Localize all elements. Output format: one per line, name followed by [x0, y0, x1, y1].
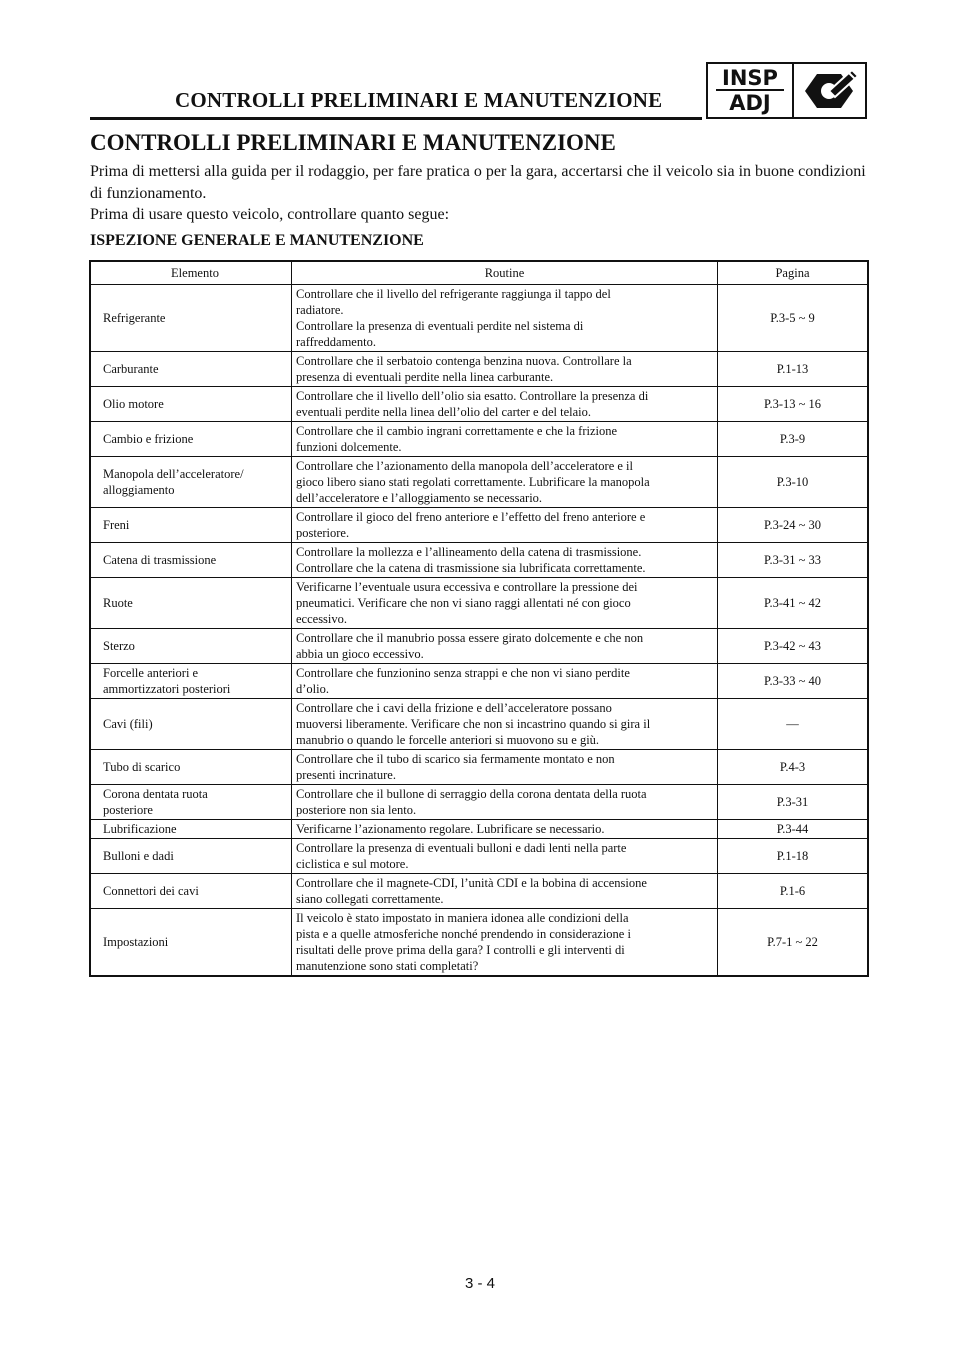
section-title: ISPEZIONE GENERALE E MANUTENZIONE: [90, 232, 424, 249]
table-row: [90, 909, 868, 977]
cell-elemento: Corona dentata ruota posteriore: [90, 785, 292, 820]
cell-elemento: Lubrificazione: [90, 820, 292, 839]
column-header-pagina: Pagina: [718, 261, 869, 285]
intro-paragraph: Prima di usare questo veicolo, controllare quanto segue:: [90, 206, 450, 223]
cell-pagina: P.4-3: [718, 750, 869, 785]
table-row: [90, 785, 868, 820]
cell-pagina: P.1-13: [718, 352, 869, 387]
cell-routine: Controllare il gioco del freno anteriore e l’effetto del freno anteriore e posteriore.: [292, 508, 718, 543]
cell-pagina: —: [718, 699, 869, 750]
intro-text: [90, 161, 870, 226]
table-row: [90, 629, 868, 664]
cell-elemento: Forcelle anteriori e ammortizzatori posteriori: [90, 664, 292, 699]
cell-pagina: P.3-24 ~ 30: [718, 508, 869, 543]
table-row: [90, 422, 868, 457]
cell-pagina: P.1-18: [718, 839, 869, 874]
cell-pagina: P.3-13 ~ 16: [718, 387, 869, 422]
cell-pagina: P.7-1 ~ 22: [718, 909, 869, 977]
cell-elemento: Refrigerante: [90, 285, 292, 352]
cell-elemento: Manopola dell’acceleratore/ alloggiamento: [90, 457, 292, 508]
table-row: [90, 285, 868, 352]
cell-elemento: Cavi (fili): [90, 699, 292, 750]
cell-routine: Verificarne l’azionamento regolare. Lubrificare se necessario.: [292, 820, 718, 839]
table-row: [90, 508, 868, 543]
cell-elemento: Olio motore: [90, 387, 292, 422]
wrench-icon: [794, 64, 865, 117]
cell-pagina: P.3-42 ~ 43: [718, 629, 869, 664]
cell-routine: Controllare che i cavi della frizione e dell’acceleratore possano muoversi liberamente. Verificare che non si incastrino quando si gira il manubrio o quando le forcelle anteriori si muovono su e giù.: [292, 699, 718, 750]
cell-routine: Controllare che il tubo di scarico sia fermamente montato e non presenti incrinature.: [292, 750, 718, 785]
cell-elemento: Cambio e frizione: [90, 422, 292, 457]
badge-top-label: INSP: [716, 67, 784, 91]
table-body: [90, 285, 868, 977]
table-row: [90, 750, 868, 785]
cell-elemento: Bulloni e dadi: [90, 839, 292, 874]
table-row: [90, 387, 868, 422]
table-row: [90, 699, 868, 750]
cell-routine: Controllare che il livello dell’olio sia esatto. Controllare la presenza di eventuali perdite nella linea dell’olio del carter e del telaio.: [292, 387, 718, 422]
cell-routine: Controllare che l’azionamento della manopola dell’acceleratore e il gioco libero siano stati regolati correttamente. Lubrificare la manopola dell’acceleratore e l’alloggiamento se necessario.: [292, 457, 718, 508]
cell-pagina: P.3-33 ~ 40: [718, 664, 869, 699]
inspection-table: [89, 260, 869, 977]
intro-paragraph: Prima di mettersi alla guida per il rodaggio, per fare pratica o per la gara, accertarsi che il veicolo sia in buone condizioni di funzionamento.: [90, 163, 866, 202]
cell-routine: Controllare che il bullone di serraggio della corona dentata della ruota posteriore non sia lento.: [292, 785, 718, 820]
cell-pagina: P.3-41 ~ 42: [718, 578, 869, 629]
table-row: [90, 664, 868, 699]
cell-pagina: P.3-31: [718, 785, 869, 820]
cell-elemento: Ruote: [90, 578, 292, 629]
cell-pagina: P.3-9: [718, 422, 869, 457]
cell-elemento: Tubo di scarico: [90, 750, 292, 785]
cell-elemento: Sterzo: [90, 629, 292, 664]
badge-bottom-label: ADJ: [729, 90, 771, 115]
cell-pagina: P.3-10: [718, 457, 869, 508]
cell-elemento: Freni: [90, 508, 292, 543]
cell-routine: Il veicolo è stato impostato in maniera idonea alle condizioni della pista e a quelle atmosferiche nonché prendendo in considerazione i risultati delle prove prima della gara? I controlli e gli interventi di manutenzione sono stati completati?: [292, 909, 718, 977]
table-row: [90, 578, 868, 629]
cell-routine: Controllare che funzionino senza strappi e che non vi siano perdite d’olio.: [292, 664, 718, 699]
column-header-elemento: Elemento: [90, 261, 292, 285]
column-header-routine: Routine: [292, 261, 718, 285]
header-rule: [90, 117, 702, 120]
table-row: [90, 874, 868, 909]
table-row: [90, 543, 868, 578]
cell-routine: Controllare che il cambio ingrani correttamente e che la frizione funzioni dolcemente.: [292, 422, 718, 457]
page-number: 3 - 4: [464, 1275, 495, 1292]
cell-elemento: Connettori dei cavi: [90, 874, 292, 909]
cell-elemento: Catena di trasmissione: [90, 543, 292, 578]
cell-routine: Controllare la mollezza e l’allineamento della catena di trasmissione. Controllare che la catena di trasmissione sia lubrificata correttamente.: [292, 543, 718, 578]
cell-pagina: P.1-6: [718, 874, 869, 909]
cell-routine: Controllare che il serbatoio contenga benzina nuova. Controllare la presenza di eventuali perdite nella linea carburante.: [292, 352, 718, 387]
cell-routine: Controllare che il manubrio possa essere girato dolcemente e che non abbia un gioco eccessivo.: [292, 629, 718, 664]
insp-adj-badge: [706, 62, 867, 119]
table-row: [90, 839, 868, 874]
cell-pagina: P.3-31 ~ 33: [718, 543, 869, 578]
header-title: CONTROLLI PRELIMINARI E MANUTENZIONE: [175, 88, 663, 112]
cell-elemento: Impostazioni: [90, 909, 292, 977]
badge-text: [708, 64, 794, 117]
cell-routine: Verificarne l’eventuale usura eccessiva e controllare la pressione dei pneumatici. Verificare che non vi siano raggi allentati né con gioco eccessivo.: [292, 578, 718, 629]
table-row: [90, 352, 868, 387]
cell-routine: Controllare che il livello del refrigerante raggiunga il tappo del radiatore. Controllare la presenza di eventuali perdite nel sistema di raffreddamento.: [292, 285, 718, 352]
cell-elemento: Carburante: [90, 352, 292, 387]
table-row: [90, 457, 868, 508]
table-header-row: [90, 261, 868, 285]
main-title: CONTROLLI PRELIMINARI E MANUTENZIONE: [90, 130, 616, 155]
table-row: [90, 820, 868, 839]
cell-routine: Controllare la presenza di eventuali bulloni e dadi lenti nella parte ciclistica e sul motore.: [292, 839, 718, 874]
cell-pagina: P.3-44: [718, 820, 869, 839]
cell-pagina: P.3-5 ~ 9: [718, 285, 869, 352]
cell-routine: Controllare che il magnete-CDI, l’unità CDI e la bobina di accensione siano collegati correttamente.: [292, 874, 718, 909]
